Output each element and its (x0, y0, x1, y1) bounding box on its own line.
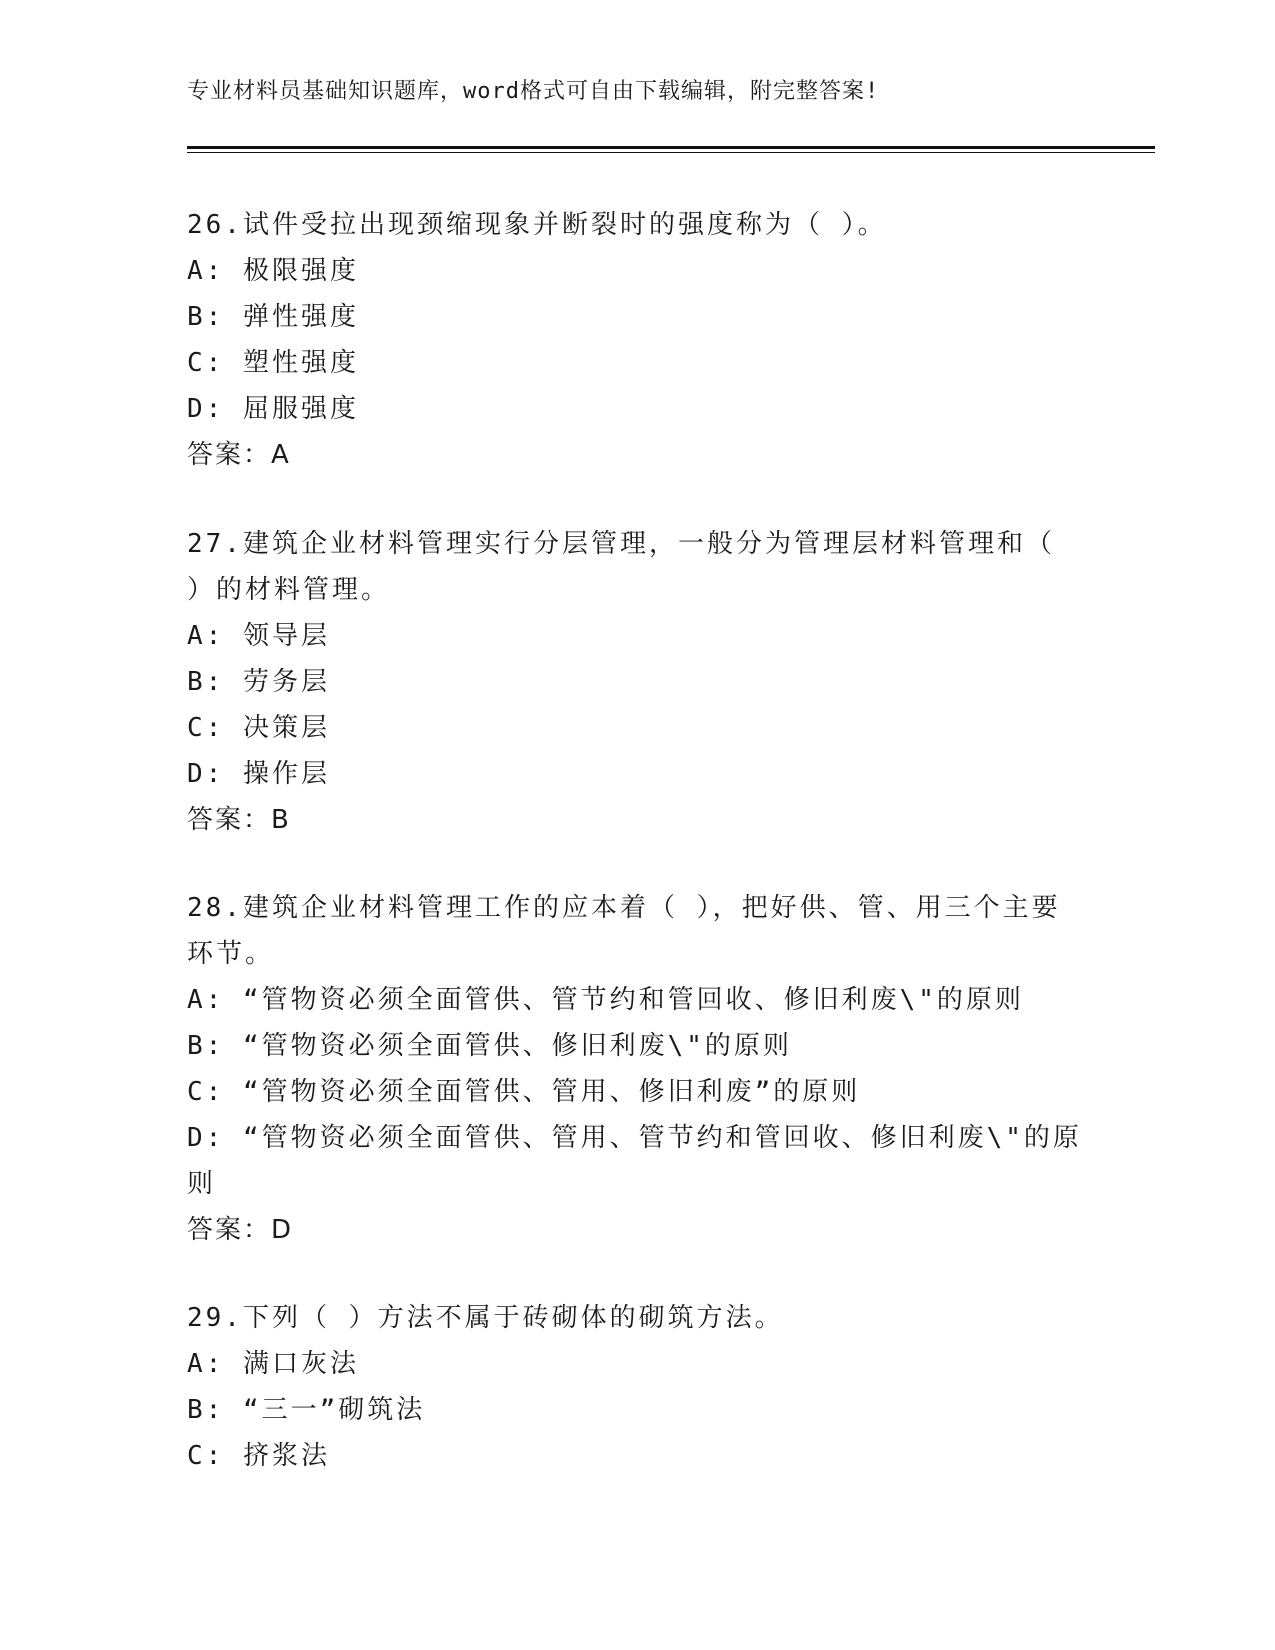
question-stem: 26.试件受拉出现颈缩现象并断裂时的强度称为（ ）。 (187, 210, 887, 240)
option-a: A: 领导层 (187, 621, 330, 651)
header-rule-thick (187, 146, 1155, 149)
question-27 (187, 521, 1087, 843)
header-rule-thin (187, 152, 1155, 153)
option-b: B: 劳务层 (187, 667, 330, 697)
option-a: A: 满口灰法 (187, 1349, 359, 1379)
option-d: D: “管物资必须全面管供、管用、管节约和管回收、修旧利废\"的原 (187, 1123, 1082, 1153)
answer: 答案：B (187, 805, 291, 835)
option-c: C: 塑性强度 (187, 348, 359, 378)
option-c: C: 决策层 (187, 713, 330, 743)
question-stem: 29.下列（ ）方法不属于砖砌体的砌筑方法。 (187, 1303, 784, 1333)
question-stem: 27.建筑企业材料管理实行分层管理，一般分为管理层材料管理和（ (187, 529, 1055, 559)
option-a: A: 极限强度 (187, 256, 359, 286)
question-stem: 28.建筑企业材料管理工作的应本着（ ），把好供、管、用三个主要 (187, 893, 1061, 923)
option-b: B: “三一”砌筑法 (187, 1395, 426, 1425)
header-text: 专业材料员基础知识题库，word格式可自由下载编辑，附完整答案! (187, 79, 880, 104)
option-c: C: 挤浆法 (187, 1441, 330, 1471)
question-stem-continued: 环节。 (187, 939, 275, 969)
option-a: A: “管物资必须全面管供、管节约和管回收、修旧利废\"的原则 (187, 985, 1024, 1015)
answer: 答案：A (187, 440, 291, 470)
answer: 答案：D (187, 1215, 294, 1245)
option-d-continued: 则 (187, 1169, 217, 1199)
option-d: D: 屈服强度 (187, 394, 359, 424)
option-b: B: 弹性强度 (187, 302, 359, 332)
option-c: C: “管物资必须全面管供、管用、修旧利废”的原则 (187, 1077, 861, 1107)
question-26 (187, 202, 1087, 478)
option-b: B: “管物资必须全面管供、修旧利废\"的原则 (187, 1031, 792, 1061)
question-stem-continued: ）的材料管理。 (187, 575, 391, 605)
question-28 (187, 885, 1087, 1253)
option-d: D: 操作层 (187, 759, 330, 789)
question-29 (187, 1295, 1087, 1479)
